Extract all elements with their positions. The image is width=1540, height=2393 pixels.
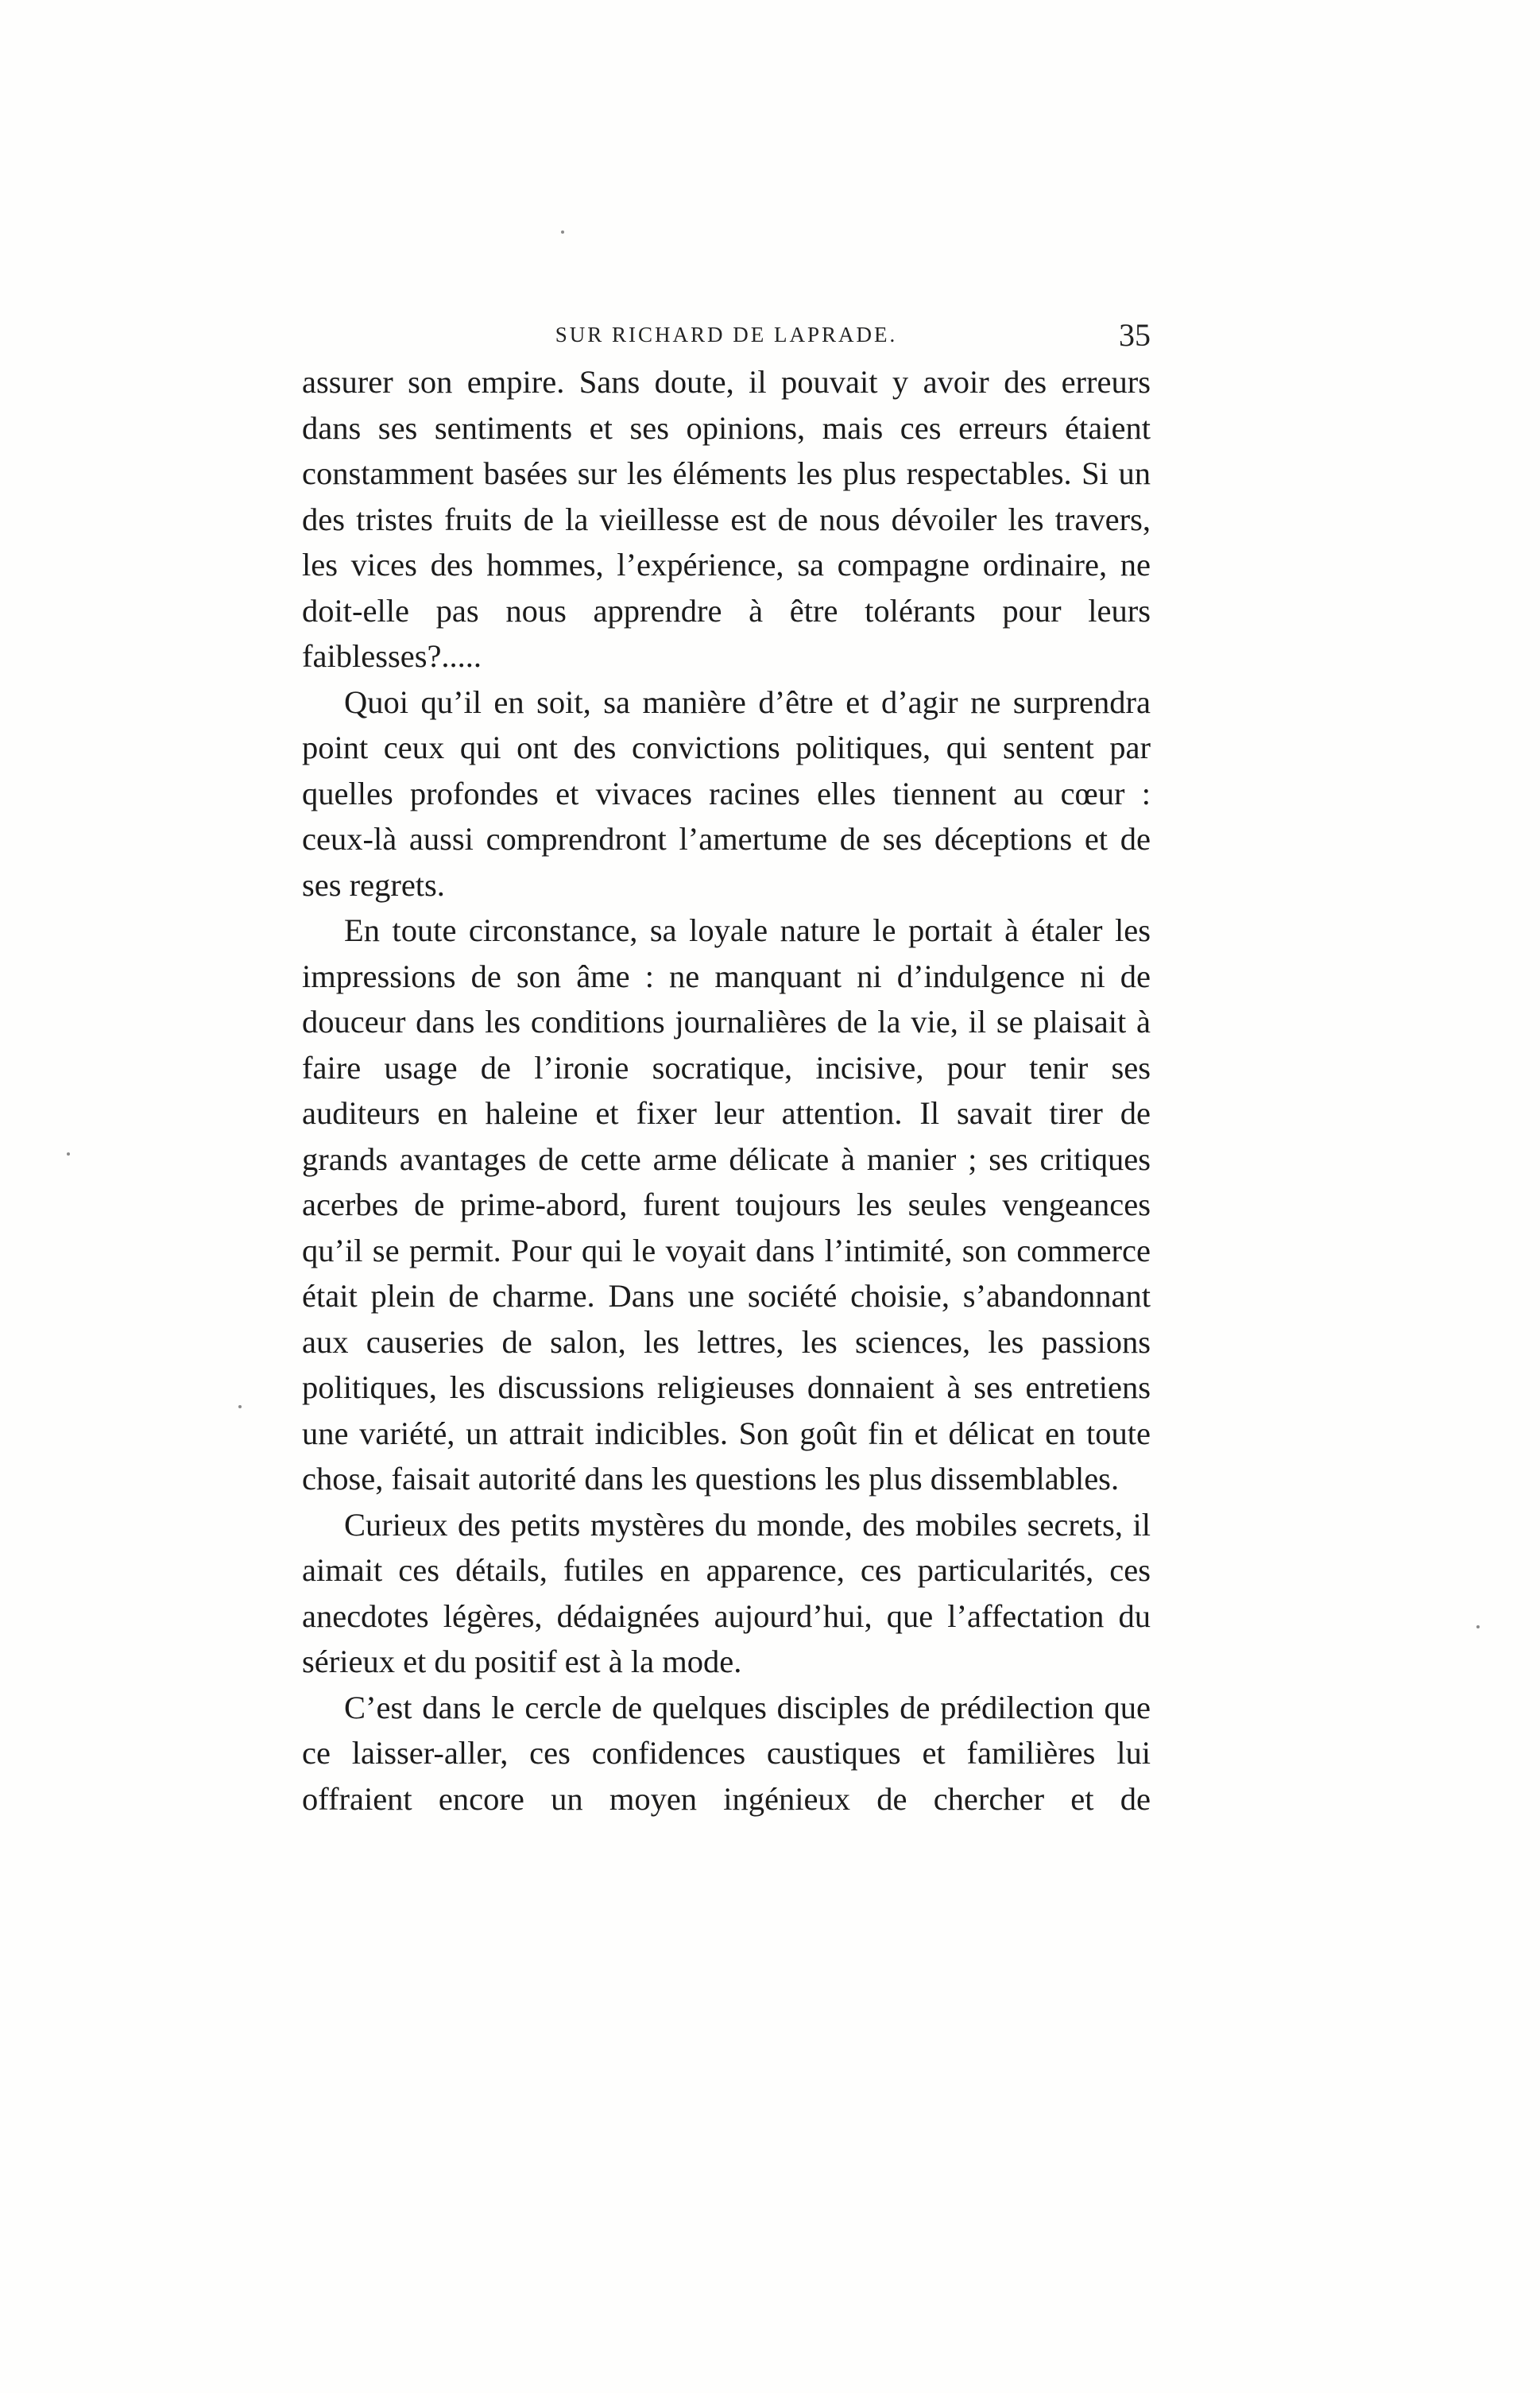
running-title: SUR RICHARD DE LAPRADE. [555, 323, 898, 347]
body-text [302, 359, 1151, 1822]
paper-speck [238, 1405, 242, 1408]
paragraph-5: C’est dans le cercle de quelques disciples de prédilection que ce laisser-aller, ces confidences caustiques et familières lui offraient encore un moyen ingénieux de chercher et de [302, 1689, 1151, 1817]
paragraph-3: En toute circonstance, sa loyale nature le portait à étaler les impressions de son âme : ne manquant ni d’indulgence ni de douceur dans les conditions journalières de la vie, il se plaisait à faire usage de l’ironie socratique, incisive, pour tenir ses auditeurs en haleine et fixer leur attention. Il savait tirer de grands avantages de cette arme délicate à manier ; ses critiques acerbes de prime-abord, furent toujours les seules vengeances qu’il se permit. Pour qui le voyait dans l’intimité, son commerce était plein de charme. Dans une société choisie, s’abandonnant aux causeries de salon, les lettres, les sciences, les passions politiques, les discussions religieuses donnaient à ses entretiens une variété, un attrait indicibles. Son goût fin et délicat en toute chose, faisait autorité dans les questions les plus dissemblables. [302, 912, 1151, 1497]
paper-speck [67, 1152, 70, 1156]
paragraph-1: assurer son empire. Sans doute, il pouvait y avoir des erreurs dans ses sentiments et ses opinions, mais ces erreurs étaient constamment basées sur les éléments les plus respectables. Si un des tristes fruits de la vieillesse est de nous dévoiler les travers, les vices des hommes, l’expérience, sa compagne ordinaire, ne doit-elle pas nous apprendre à être tolérants pour leurs faiblesses?..... [302, 364, 1151, 674]
page-number: 35 [1119, 317, 1151, 353]
paper-speck [1476, 1625, 1480, 1628]
running-head [302, 316, 1151, 356]
paragraph-4: Curieux des petits mystères du monde, des mobiles secrets, il aimait ces détails, futiles en apparence, ces particularités, ces anecdotes légères, dédaignées aujourd’hui, que l’affectation du sérieux et du positif est à la mode. [302, 1506, 1151, 1679]
paragraph-2: Quoi qu’il en soit, sa manière d’être et d’agir ne surprendra point ceux qui ont des convictions politiques, qui sentent par quelles profondes et vivaces racines elles tiennent au cœur : ceux-là aussi comprendront l’amertume de ses déceptions et de ses regrets. [302, 683, 1151, 903]
paper-speck [561, 230, 564, 234]
